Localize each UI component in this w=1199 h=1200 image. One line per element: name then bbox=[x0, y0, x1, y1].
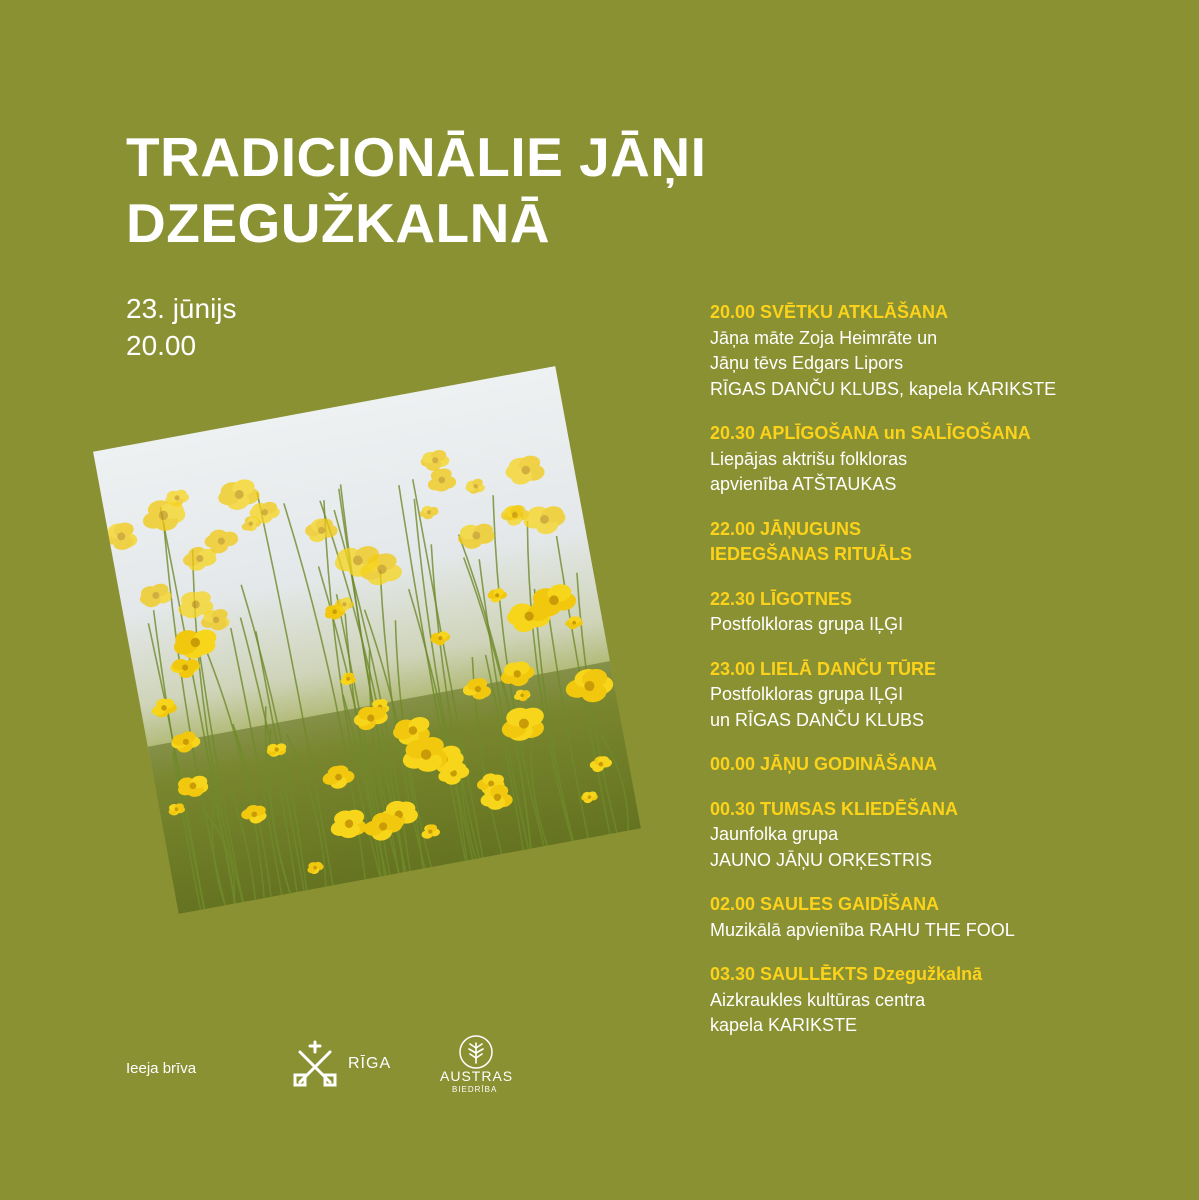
schedule-item-performer: RĪGAS DANČU KLUBS, kapela KARIKSTE bbox=[710, 378, 1057, 399]
event-date: 23. jūnijs bbox=[126, 293, 237, 324]
schedule-item bbox=[710, 300, 1180, 402]
schedule-item bbox=[710, 657, 1180, 734]
schedule-item-performer: kapela KARIKSTE bbox=[710, 1015, 858, 1035]
buttercup-flower bbox=[456, 521, 496, 552]
schedule-item bbox=[710, 962, 1180, 1039]
buttercup-flower bbox=[487, 587, 508, 604]
schedule-item bbox=[710, 752, 1180, 778]
austras-tree-icon bbox=[459, 1035, 493, 1069]
schedule-item-heading: 20.00 SVĒTKU ATKLĀŠANA bbox=[710, 302, 949, 322]
schedule-item bbox=[710, 892, 1180, 943]
buttercup-flower bbox=[150, 696, 178, 719]
schedule-item-performer: apvienība ATŠTAUKAS bbox=[710, 474, 897, 494]
schedule-item-heading: 22.00 JĀŅUGUNS bbox=[710, 518, 862, 539]
buttercup-flower bbox=[418, 504, 439, 521]
schedule-item-performer: Postfolkloras grupa IĻĢI bbox=[710, 614, 904, 634]
riga-label: RĪGA bbox=[348, 1055, 392, 1072]
entry-free-note: Ieeja brīva bbox=[126, 1060, 197, 1077]
schedule-item bbox=[710, 587, 1180, 638]
title-line-2: DZEGUŽKALNĀ bbox=[126, 192, 551, 254]
schedule-item-performer: Jaunfolka grupa bbox=[710, 824, 839, 844]
buttercup-flower bbox=[169, 656, 201, 681]
schedule-item-performer: JAUNO JĀŅU ORĶESTRIS bbox=[710, 849, 933, 870]
buttercup-flower bbox=[464, 478, 485, 495]
schedule-item-heading: 22.30 LĪGOTNES bbox=[710, 588, 853, 609]
schedule-item-heading-cont: IEDEGŠANAS RITUĀLS bbox=[710, 544, 913, 564]
schedule-item-performer: Jāņa māte Zoja Heimrāte un bbox=[710, 327, 938, 348]
schedule-item-heading: 00.00 JĀŅU GODINĀŠANA bbox=[710, 754, 938, 774]
schedule-item-performer: Liepājas aktrišu folkloras bbox=[710, 448, 908, 469]
schedule-item bbox=[710, 797, 1180, 874]
schedule-item bbox=[710, 421, 1180, 498]
program-schedule bbox=[710, 300, 1180, 1058]
schedule-item-performer: Postfolkloras grupa IĻĢI bbox=[710, 684, 904, 704]
event-time: 20.00 bbox=[126, 330, 197, 361]
flower-illustration bbox=[93, 366, 641, 914]
schedule-item bbox=[710, 517, 1180, 568]
schedule-item-performer: Jāņu tēvs Edgars Lipors bbox=[710, 353, 904, 373]
schedule-item-heading: 03.30 SAULLĒKTS Dzegužkalnā bbox=[710, 964, 983, 984]
buttercup-flower bbox=[425, 466, 457, 494]
event-date-time bbox=[126, 290, 237, 364]
schedule-item-heading: 02.00 SAULES GAIDĪŠANA bbox=[710, 894, 940, 914]
title-line-1: TRADICIONĀLIE JĀŅI bbox=[126, 126, 707, 188]
buttercup-photo bbox=[93, 366, 641, 914]
schedule-item-heading: 00.30 TUMSAS KLIEDĒŠANA bbox=[710, 798, 959, 819]
austras-subtitle: BIEDRĪBA bbox=[452, 1085, 498, 1094]
buttercup-flower bbox=[138, 582, 174, 609]
riga-crest-icon bbox=[290, 1040, 340, 1090]
buttercup-flower bbox=[503, 453, 546, 487]
schedule-item-performer: Muzikālā apvienība RAHU THE FOOL bbox=[710, 919, 1015, 940]
schedule-item-heading: 23.00 LIELĀ DANČU TŪRE bbox=[710, 658, 937, 679]
austras-name: AUSTRAS bbox=[440, 1068, 514, 1084]
schedule-item-performer: Aizkraukles kultūras centra bbox=[710, 989, 926, 1010]
schedule-item-performer: un RĪGAS DANČU KLUBS bbox=[710, 709, 925, 730]
schedule-item-heading: 20.30 APLĪGOŠANA un SALĪGOŠANA bbox=[710, 423, 1031, 443]
buttercup-flower bbox=[429, 630, 451, 647]
buttercup-flower bbox=[100, 520, 138, 553]
poster-title bbox=[126, 124, 706, 256]
